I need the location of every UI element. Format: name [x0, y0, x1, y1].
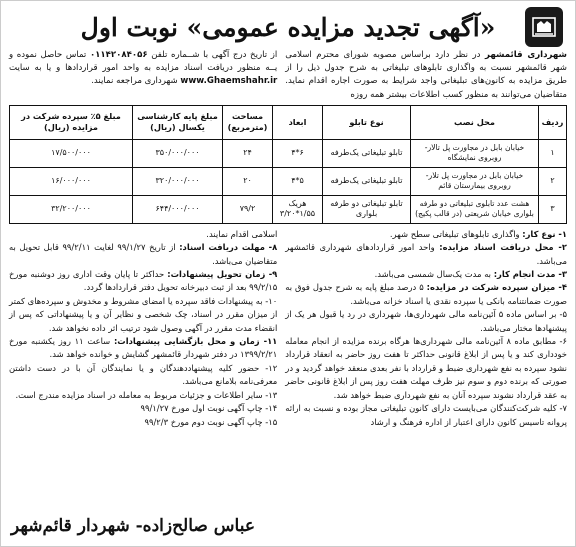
- cell-row: ۳: [539, 195, 567, 223]
- intro-text-2: از تاریخ درج آگهی با شــماره تلفن: [147, 50, 278, 60]
- condition-text: ۱۳- سایر اطلاعات و جزئیات مربوط به معامله در اسناد مزایده مندرج است.: [15, 389, 278, 400]
- condition-text: ۵- بر اساس ماده ۵ آئین‌نامه مالی شهرداری‌ها، شهرداری در رد یا قبول هر یک از پیشنهادها مختار می‌باشد.: [285, 309, 567, 333]
- condition-label: ۹- زمان تحویل پیشنهادات:: [167, 269, 278, 280]
- intro-text-4: شهرداری مراجعه نمایند.: [91, 76, 181, 87]
- condition-text: از تاریخ ۹۹/۱/۲۷ لغایت ۹۹/۲/۱۱ قابل تحویل به متقاضیان می‌باشد.: [9, 242, 278, 266]
- condition-item: [285, 241, 567, 268]
- cell-area: ۲۴: [223, 139, 273, 167]
- condition-item: [9, 295, 277, 335]
- col-dimensions: ابعاد: [273, 105, 323, 139]
- municipality-emblem-icon: [525, 7, 563, 47]
- cell-row: ۱: [539, 139, 567, 167]
- cell-deposit: ۱۷/۵۰۰/۰۰۰: [10, 139, 133, 167]
- condition-label: ۲- محل دریافت اسناد مزایده:: [439, 242, 567, 253]
- col-area: مساحت (مترمربع): [223, 105, 273, 139]
- cell-dimensions: ۵*۴: [273, 167, 323, 195]
- condition-text: اسلامی اقدام نمایند.: [206, 228, 278, 239]
- website-link[interactable]: www.Ghaemshahr.ir: [180, 76, 278, 87]
- condition-item: [9, 362, 277, 389]
- cell-type: تابلو تبلیغاتی یک‌طرفه: [323, 167, 411, 195]
- conditions: [9, 228, 567, 429]
- condition-label: ۸- مهلت دریافت اسناد:: [179, 242, 278, 253]
- condition-item: [285, 281, 567, 308]
- cell-type: تابلو تبلیغاتی یک‌طرفه: [323, 139, 411, 167]
- condition-text: ۷- کلیه شرکت‌کنندگان می‌بایست دارای کانون تبلیغاتی مجاز بوده و نسبت به ارائه پروانه تاسیس کانون دارای اعتبار از اداره فرهنگ و ارشاد: [285, 403, 567, 427]
- condition-text: ۶- مطابق ماده ۸ آئین‌نامه مالی شهرداری‌ها هرگاه برنده مزایده از انجام معامله خودداری کند و یا پس از ابلاغ قانونی حداکثر تا هفت روز حاضر به انعقاد قرارداد نشود سپرده به نفع شهرداری ضبط و قرارداد با نفر بعدی منعقد خواهد گردید و در صورتی که برنده دوم و سوم نیز ظرف مهلت هفت روز پس از ابلاغ قانونی حاضر به عقد قرارداد نشوند سپرده آنان به نفع شهرداری ضبط خواهد شد.: [285, 336, 568, 400]
- col-base-price: مبلغ پایه کارشناسی یکسال (ریال): [133, 105, 223, 139]
- condition-item: [9, 268, 277, 295]
- intro-left: [9, 49, 277, 102]
- cell-base-price: ۶۴۴/۰۰۰/۰۰۰: [133, 195, 223, 223]
- conditions-right: [285, 228, 567, 429]
- cell-deposit: ۳۲/۲۰۰/۰۰۰: [10, 195, 133, 223]
- cell-location: هشت عدد تابلوی تبلیغاتی دو طرفه بلواری خیابان شریعتی (در قالب پکیج): [411, 195, 539, 223]
- condition-item: [285, 268, 567, 281]
- cell-area: ۷۹/۲: [223, 195, 273, 223]
- condition-item: [285, 308, 567, 335]
- condition-item: [9, 402, 277, 415]
- condition-item: [9, 335, 277, 362]
- condition-text: ۵ درصد مبلغ پایه به شرح جدول فوق به صورت ضمانتنامه بانکی یا سپرده نقدی یا اسناد خزانه می‌باشد.: [285, 282, 567, 306]
- cell-base-price: ۳۵۰/۰۰۰/۰۰۰: [133, 139, 223, 167]
- condition-text: ۱۵- چاپ آگهی نوبت دوم مورخ ۹۹/۲/۳: [144, 416, 278, 427]
- cell-location: خیابان بابل در مجاورت پل تالار- روبروی نمایشگاه: [411, 139, 539, 167]
- auction-table: [9, 105, 567, 224]
- condition-item: [285, 335, 567, 402]
- table-row: [10, 167, 567, 195]
- condition-text: واحد امور قراردادهای شهرداری قائمشهر می‌باشد.: [285, 242, 567, 266]
- condition-text: ۱۲- حضور کلیه پیشنهاددهندگان و یا نمایندگان آن با در دست داشتن معرفی‌نامه بلامانع می‌باشد.: [9, 362, 278, 387]
- conditions-left: [9, 228, 277, 429]
- cell-location: خیابان بابل در مجاورت پل تلار- روبروی بیمارستان قائم: [411, 167, 539, 195]
- cell-deposit: ۱۶/۰۰۰/۰۰۰: [10, 167, 133, 195]
- municipality-name: شهرداری قائمشهر: [485, 50, 567, 60]
- condition-item: [9, 241, 277, 268]
- mayor-signature: عباس صالح‌زاده- شهردار قائم‌شهر: [11, 516, 255, 536]
- cell-row: ۲: [539, 167, 567, 195]
- condition-label: ۱۱- زمان و محل بازگشایی پیشنهادات:: [113, 336, 278, 347]
- header: [9, 5, 567, 49]
- table-row: [10, 195, 567, 223]
- intro-text-3: تماس حاصل نموده و یــه منظور دریافت اسناد مزایده به واحد امور قراردادها و یا به سایت: [9, 50, 278, 74]
- col-deposit: مبلغ ۵٪ سپرده شرکت در مزایده (ریال): [10, 105, 133, 139]
- condition-text: ساعت ۱۱ روز یکشنبه مورخ ۱۳۹۹/۲/۲۱ در دفتر شهردار قائمشهر گشایش و خوانده خواهد شد.: [9, 336, 278, 360]
- col-type: نوع تابلو: [323, 105, 411, 139]
- condition-text: واگذاری تابلوهای تبلیغاتی سطح شهر.: [389, 228, 523, 239]
- condition-item: [9, 389, 277, 402]
- col-location: محل نصب: [411, 105, 539, 139]
- cell-dimensions: ۶*۴: [273, 139, 323, 167]
- condition-text: حداکثر تا پایان وقت اداری روز دوشنبه مورخ ۹۹/۲/۱۵ بعد از ثبت دبیرخانه تحویل دفتر قراردادها گردد.: [9, 269, 278, 293]
- condition-label: ۱- نوع کار:: [522, 228, 567, 239]
- phone-number: ۰۱۱۴۲۰۸۴۰۵۶: [89, 50, 148, 60]
- condition-text: به مدت یک‌سال شمسی می‌باشد.: [374, 269, 494, 280]
- intro-text: در نظر دارد براساس مصوبه شورای محترم اسلامی شهر قائمشهر نسبت به واگذاری تابلوهای تبلیغاتی به شرح جدول ذیل را از طریق مزایده به کانون‌های تبلیغاتی واجد شرایط به صورت اجاره اقدام نماید. متقاضیان می‌توانند به منظور کسب اطلاعات بیشتر همه روزه: [285, 50, 567, 100]
- condition-item: [285, 228, 567, 241]
- condition-item: [9, 228, 277, 241]
- condition-label: ۴- میزان سپرده شرکت در مزایده:: [426, 282, 567, 293]
- col-row: ردیف: [539, 105, 567, 139]
- condition-text: ۱۴- چاپ آگهی نوبت اول مورخ ۹۹/۱/۲۷: [140, 403, 278, 414]
- condition-item: [285, 402, 567, 429]
- cell-area: ۲۰: [223, 167, 273, 195]
- table-header-row: [10, 105, 567, 139]
- page-title: «آگهی تجدید مزایده عمومی» نوبت اول: [80, 12, 496, 42]
- intro: [9, 49, 567, 102]
- condition-item: [9, 416, 277, 429]
- condition-label: ۳- مدت انجام کار:: [493, 269, 567, 280]
- table-row: [10, 139, 567, 167]
- cell-type: تابلو تبلیغاتی دو طرفه بلواری: [323, 195, 411, 223]
- cell-base-price: ۳۲۰/۰۰۰/۰۰۰: [133, 167, 223, 195]
- intro-right: [285, 49, 567, 102]
- condition-text: ۱۰- به پیشنهادات فاقد سپرده یا امضای مشروط و مخدوش و سپرده‌های کمتر از میزان مقرر در اسناد، چک شخصی و نظایر آن و یا پیشنهاداتی که پس از انقضاء مدت مقرر در آگهی وصول شود ترتیب اثر داده نخواهد شد.: [9, 295, 278, 333]
- cell-dimensions: هریک ۱/۵۵*۳/۲۰: [273, 195, 323, 223]
